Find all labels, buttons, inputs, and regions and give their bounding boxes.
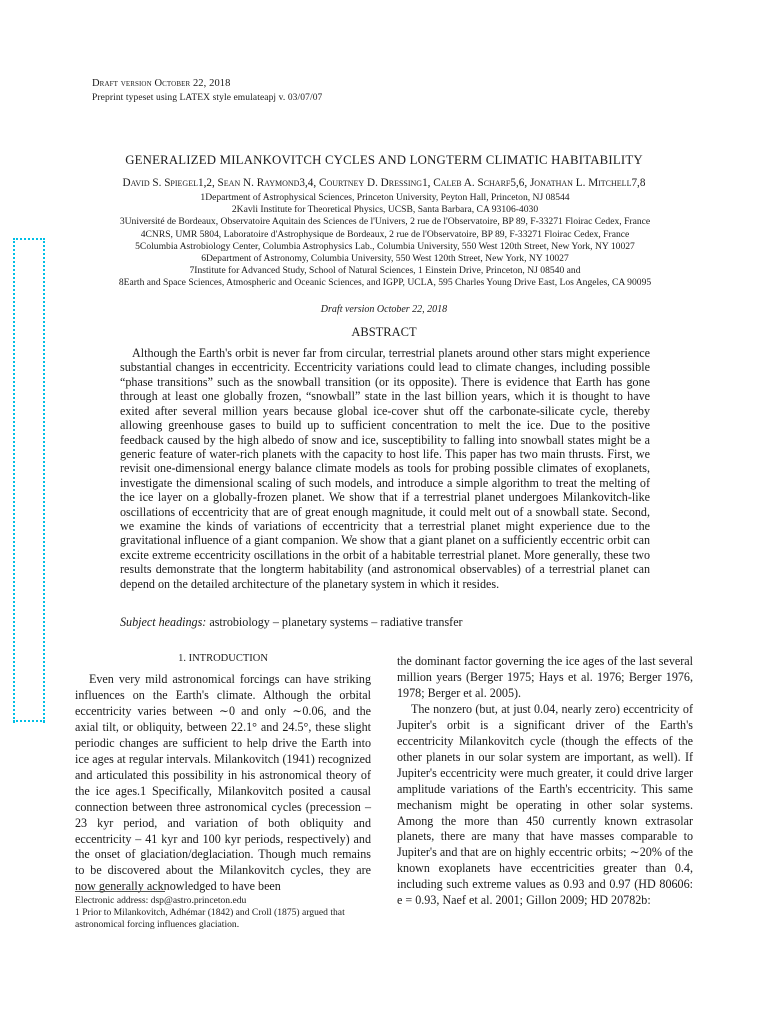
intro-paragraph: the dominant factor governing the ice ages of the last several million years (Berger 1975; Hays et al. 1976; Berger 1976, 1978; Berger et al. 2005). xyxy=(397,654,693,700)
affiliation: 7Institute for Advanced Study, School of Natural Sciences, 1 Einstein Drive, Princeton, NJ 08540 and xyxy=(189,265,581,277)
dotted-margin-marker-top xyxy=(13,238,45,240)
affiliation: 6Department of Astronomy, Columbia University, 550 West 120th Street, New York, NY 10027 xyxy=(201,253,569,265)
affiliation: 1Department of Astrophysical Sciences, Princeton University, Peyton Hall, Princeton, NJ 08544 xyxy=(200,192,570,203)
affiliation: 5Columbia Astrobiology Center, Columbia Astrophysics Lab., Columbia University, 550 West 120th Street, New York, NY 10027 xyxy=(135,240,635,252)
paper-title: GENERALIZED MILANKOVITCH CYCLES AND LONGTERM CLIMATIC HABITABILITY xyxy=(125,153,643,167)
subject-headings xyxy=(120,615,650,630)
dotted-margin-marker-right xyxy=(43,238,47,723)
affiliation: 3Université de Bordeaux, Observatoire Aquitain des Sciences de l'Univers, 2 rue de l'Observatoire, BP 89, F-33271 Floirac Cedex, France xyxy=(119,216,651,228)
intro-paragraph: The nonzero (but, at just 0.04, nearly zero) eccentricity of Jupiter's orbit is a significant driver of the Earth's eccentricity Milankovitch cycle (though the effects of the other planets in our solar system are important, as well). If Jupiter's eccentricity were much greater, it could drive larger amplitude variations of the Earth's eccentricity. This same mechanism might be operating in other solar systems. Among the more than 450 currently known extrasolar planets, there are many that have masses comparable to Jupiter's and that are on highly eccentric orbits; ∼20% of the known exoplanets have eccentricities greater than 0.4, including such extreme values as 0.93 and 0.97 (HD 80606: e = 0.93, Naef et al. 2001; Gillon 2009; HD 20782b: xyxy=(397,701,693,908)
affiliation: 4CNRS, UMR 5804, Laboratoire d'Astrophysique de Bordeaux, 2 rue de l'Observatoire, BP 89, F-33271 Floirac Cedex, France xyxy=(140,228,630,240)
footnote-1: 1 Prior to Milankovitch, Adhémar (1842) and Croll (1875) argued that astronomical forcing influences glaciation. xyxy=(75,907,345,930)
intro-column-left: Even very mild astronomical forcings can have striking influences on the Earth's climate. Although the orbital eccentricity varies between ∼0 and only ∼0.06, and the axial tilt, or obliquity, between 22.1° and 24.5°, these slight periodic changes are sufficient to help drive the Earth into ice ages at regular intervals. Milankovitch (1941) recognized and articulated this possibility in his astronomical theory of the ice ages.1 Specifically, Milankovitch posited a causal connection between three astronomical cycles (precession – 23 kyr period, and variation of both obliquity and eccentricity – 41 kyr and 100 kyr periods, respectively) and the onset of glaciation/deglaciation. Though much remains to be discovered about the Milankovitch cycles, they are now generally acknowledged to have been xyxy=(75,672,371,894)
footnotes xyxy=(75,895,371,931)
affiliation: 8Earth and Space Sciences, Atmospheric and Oceanic Sciences, and IGPP, UCLA, 595 Charles Young Drive East, Los Angeles, CA 90095 xyxy=(118,277,652,289)
abstract-heading: ABSTRACT xyxy=(351,325,417,339)
preprint-note: Preprint typeset using LATEX style emulateapj v. 03/07/07 xyxy=(92,93,323,103)
footnote-divider xyxy=(75,891,165,892)
abstract-text: Although the Earth's orbit is never far from circular, terrestrial planets around other stars might experience substantial changes in eccentricity. Eccentricity variations could lead to climate changes, including possible “phase transitions” such as the snowball transition (or its opposite). There is evidence that Earth has gone through at least one globally frozen, “snowball” state in the last billion years, which it is thought to have exited after several million years because global ice-cover shut off the carbonate-silicate cycle, thereby allowing greenhouse gases to build up to sufficient concentration to melt the ice. Due to the positive feedback caused by the high albedo of snow and ice, susceptibility to falling into snowball states might be a generic feature of water-rich planets with the capacity to host life. This paper has two main thrusts. First, we revisit one-dimensional energy balance climate models as tools for probing possible climates of exoplanets, investigate the dimensional scaling of such models, and introduce a simple algorithm to treat the melting of the ice layer on a globally-frozen planet. We show that if a terrestrial planet undergoes Milankovitch-like oscillations of eccentricity that are of great enough magnitude, it could melt out of a snowball state. Second, we examine the kinds of variations of eccentricity that a terrestrial planet might experience due to the gravitational influence of a giant companion. We show that a giant planet on a sufficiently eccentric orbit can excite extreme eccentricity oscillations in the orbit of a habitable terrestrial planet. More generally, these two results demonstrate that the longterm habitability (and astronomical observables) of a terrestrial planet can depend on the detailed architecture of the planetary system in which it resides. xyxy=(120,346,650,591)
contact-email: Electronic address: dsp@astro.princeton.edu xyxy=(75,895,247,906)
affiliation: 2Kavli Institute for Theoretical Physics, UCSB, Santa Barbara, CA 93106-4030 xyxy=(231,204,539,216)
subject-headings-text: astrobiology – planetary systems – radiative transfer xyxy=(209,615,463,629)
dotted-margin-marker-left xyxy=(13,238,17,723)
publication-date: Draft version October 22, 2018 xyxy=(320,304,448,315)
intro-column-right xyxy=(397,654,693,909)
subject-headings-label: Subject headings: xyxy=(120,615,207,629)
section-heading-introduction: 1. INTRODUCTION xyxy=(178,653,268,664)
draft-version-header: Draft version October 22, 2018 xyxy=(92,78,231,89)
dotted-margin-marker-bottom xyxy=(13,720,45,722)
author-list: David S. Spiegel1,2, Sean N. Raymond3,4, Courtney D. Dressing1, Caleb A. Scharf5,6, Jonathan L. Mitchell7,8 xyxy=(122,177,646,189)
affiliations xyxy=(76,192,694,290)
